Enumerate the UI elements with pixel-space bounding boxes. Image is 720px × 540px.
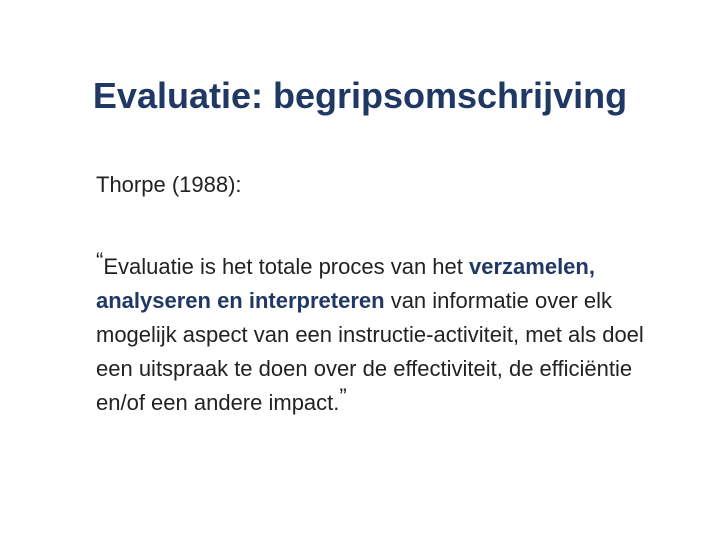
quote-emphasis: verzamelen, analyseren en interpreteren — [96, 254, 595, 313]
citation-source: Thorpe (1988): — [96, 172, 242, 197]
open-quote-mark: “ — [96, 248, 104, 273]
close-quote-mark: ” — [339, 384, 347, 409]
slide-title: Evaluatie: begripsomschrijving — [92, 75, 628, 116]
definition-quote — [96, 250, 686, 420]
quote-text-after: van informatie over elk mogelijk aspect van een instructie-activiteit, met als doel een uitspraak te doen over de effectiviteit, de efficiëntie en/of een andere impact. — [96, 288, 644, 415]
quote-text-before: Evaluatie is het totale proces van het — [103, 254, 469, 279]
